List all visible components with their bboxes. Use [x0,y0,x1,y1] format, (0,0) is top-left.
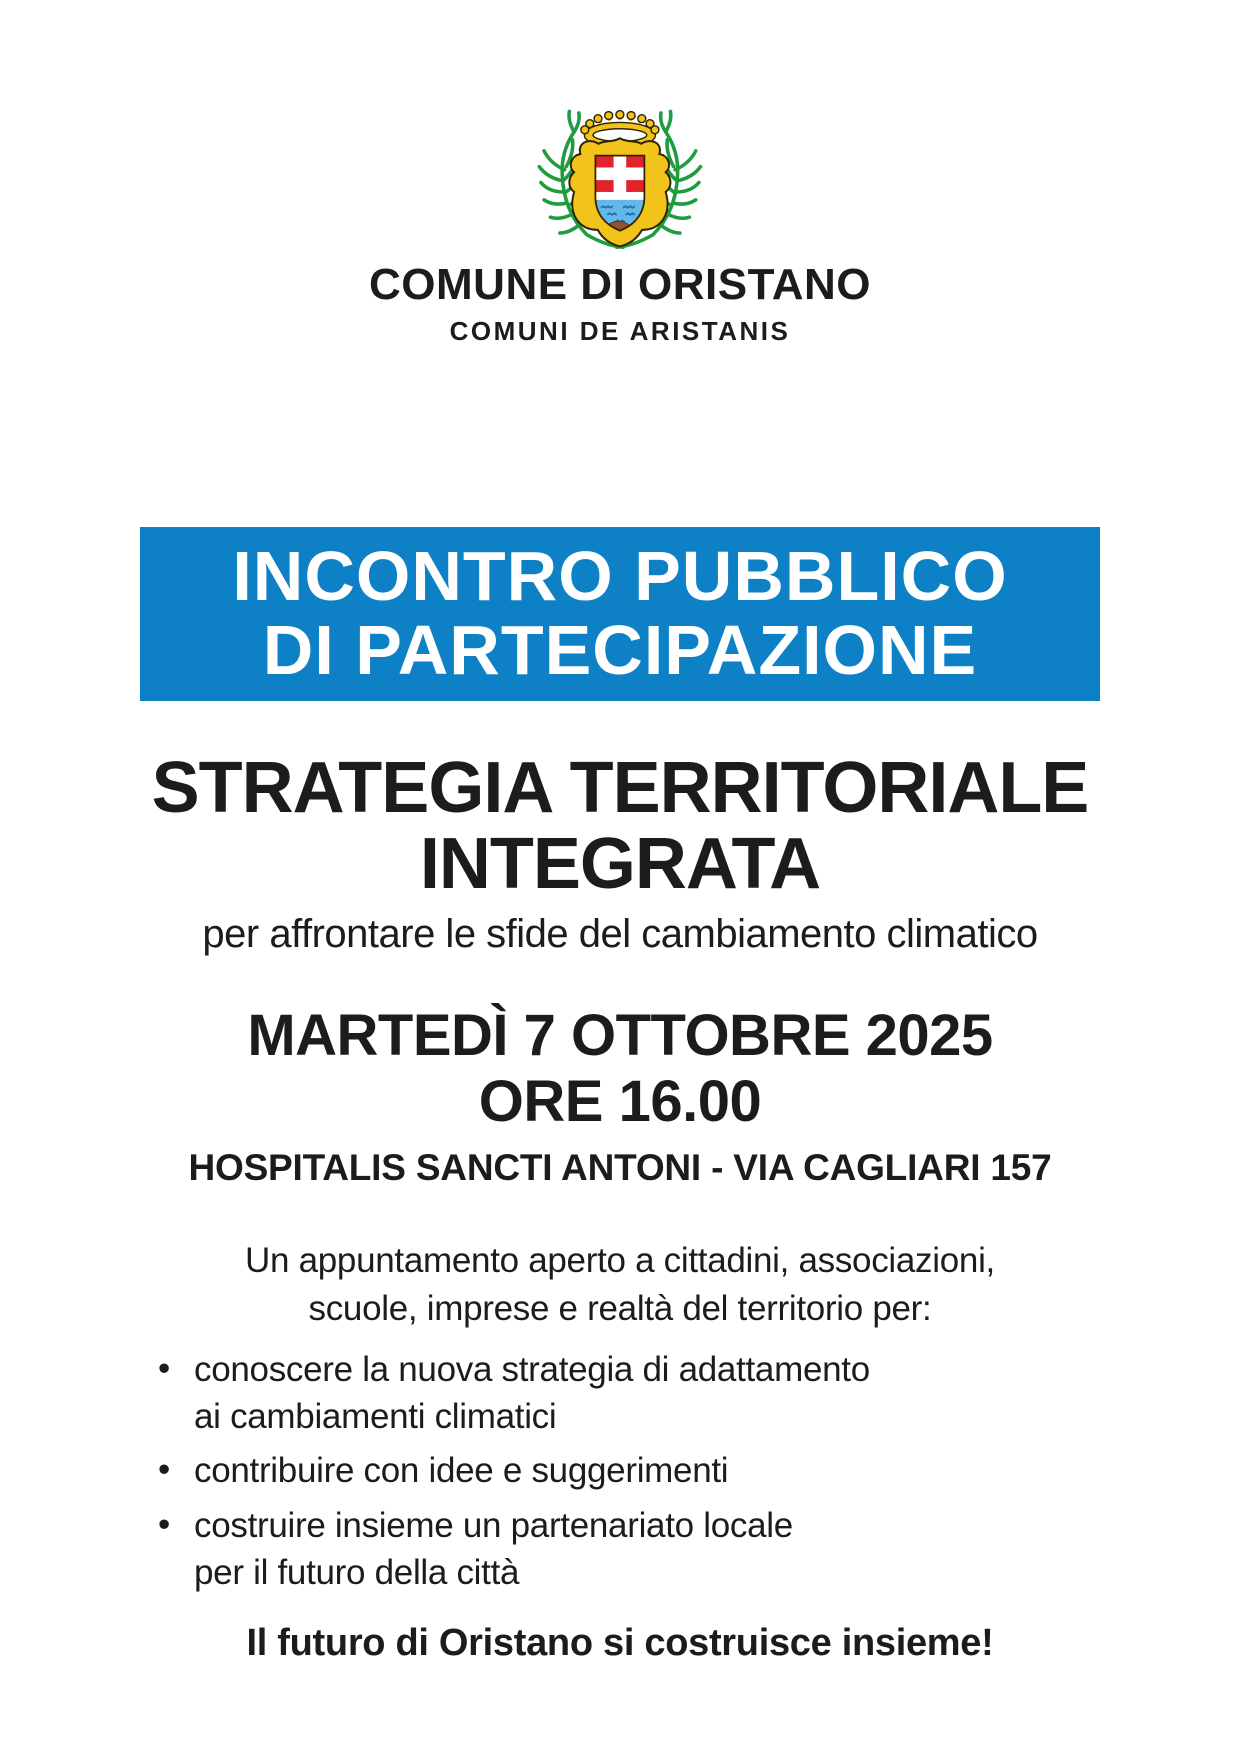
list-item [150,1502,1100,1597]
bullet-2-line-1: contribuire con idee e suggerimenti [194,1451,729,1491]
title-line-2: INTEGRATA [419,823,821,904]
org-name: COMUNE DI ORISTANO [369,260,871,309]
header [0,0,1240,347]
bullet-3-line-1: costruire insieme un partenariato locale [194,1505,793,1545]
oristano-coat-of-arms-icon [533,94,707,252]
event-datetime [0,1003,1240,1135]
bullet-1-line-2: ai cambiamenti climatici [194,1397,557,1437]
bullet-icon: • [158,1450,170,1490]
page-title [0,748,1240,904]
title-line-1: STRATEGIA TERRITORIALE [151,748,1089,828]
bullet-list [150,1346,1100,1596]
closing-statement: Il futuro di Oristano si costruisce insieme! [246,1622,994,1665]
list-item [150,1346,1100,1441]
intro-line-2: scuole, imprese e realtà del territorio per: [308,1288,932,1328]
intro-line-1: Un appuntamento aperto a cittadini, associazioni, [245,1241,995,1281]
event-venue: HOSPITALIS SANCTI ANTONI - VIA CAGLIARI 157 [188,1147,1052,1189]
event-date: MARTEDÌ 7 OTTOBRE 2025 [247,1003,993,1069]
banner-incontro-pubblico [140,527,1100,701]
page-subtitle: per affrontare le sfide del cambiamento climatico [202,912,1038,957]
banner-line-2: DI PARTECIPAZIONE [262,611,978,689]
bullet-icon: • [158,1504,170,1544]
list-item [150,1447,1100,1494]
event-time: ORE 16.00 [478,1069,762,1135]
bullet-icon: • [158,1348,170,1388]
banner-line-1: INCONTRO PUBBLICO [232,537,1008,615]
intro-paragraph [0,1237,1240,1332]
bullet-1-line-1: conoscere la nuova strategia di adattamento [194,1349,870,1389]
org-subname: COMUNI DE ARISTANIS [449,316,791,346]
bullet-3-line-2: per il futuro della città [194,1552,520,1592]
